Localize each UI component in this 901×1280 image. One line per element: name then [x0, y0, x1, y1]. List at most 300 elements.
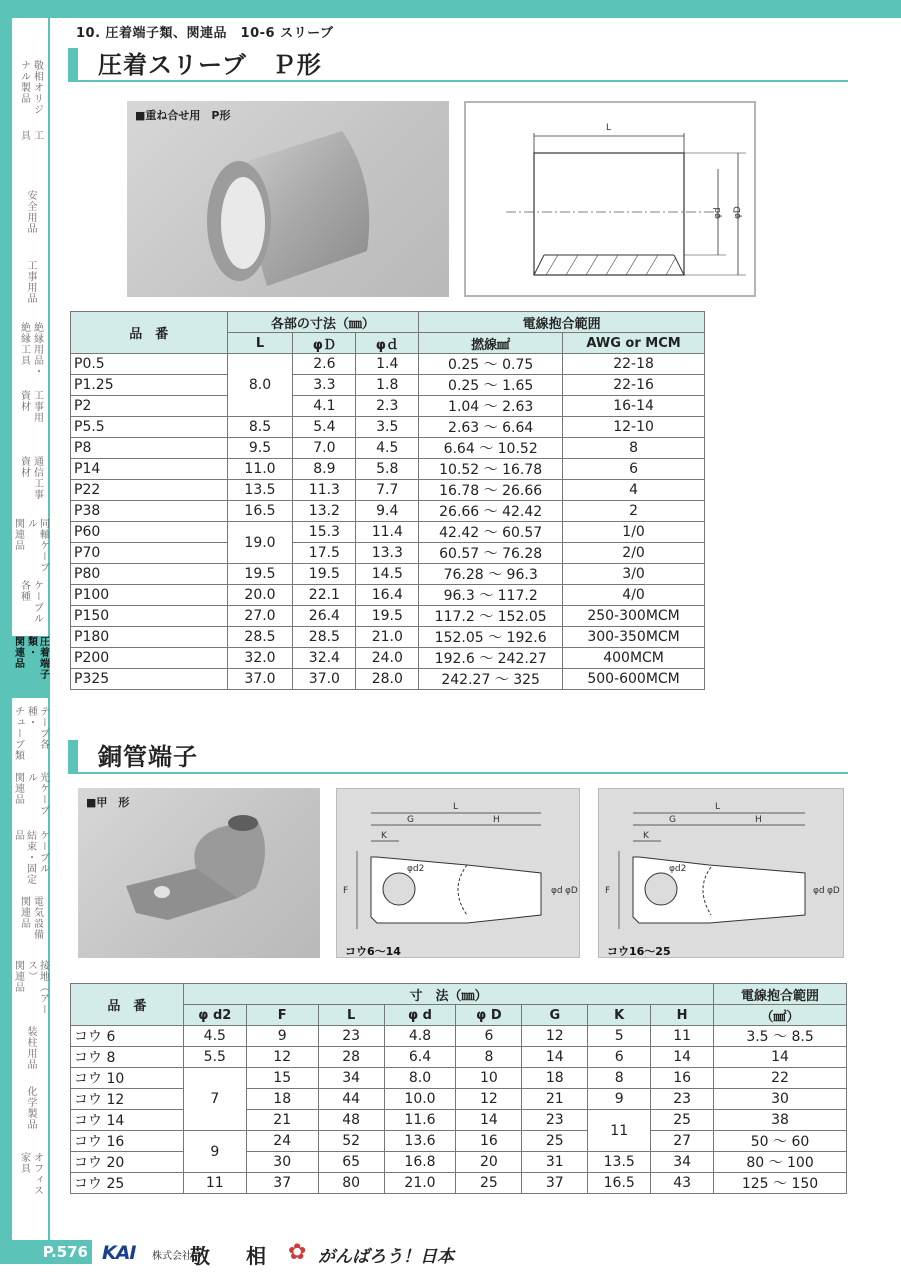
side-nav-item-label: 工事用 [31, 390, 43, 423]
table-row [71, 1068, 847, 1089]
side-nav-item-label: 関連品 [12, 636, 24, 669]
cell-L: 28.5 [227, 627, 293, 648]
cell-range: 30 [714, 1089, 847, 1110]
table-row [71, 1047, 847, 1068]
cell-pn: コウ 6 [71, 1026, 184, 1047]
cell-H: 11 [651, 1026, 714, 1047]
side-nav-item-label: ケーブル [37, 830, 49, 874]
side-nav-item-label: 電気設備 [31, 896, 43, 940]
table-row [71, 480, 705, 501]
cell-range: 14 [714, 1047, 847, 1068]
table-row [71, 606, 705, 627]
slogan: がんばろう！日本 [318, 1247, 454, 1267]
header-part-number: 品 番 [71, 984, 184, 1026]
side-nav-item-5[interactable] [12, 390, 48, 448]
cell-H: 27 [651, 1131, 714, 1152]
svg-text:L: L [715, 802, 721, 812]
cell-wire: 60.57 ～ 76.28 [419, 543, 563, 564]
cell-d: 1.8 [356, 375, 419, 396]
table-row [71, 417, 705, 438]
cell-D: 22.1 [293, 585, 356, 606]
cell-awg: 300-350MCM [563, 627, 705, 648]
side-nav-item-0[interactable] [12, 60, 48, 124]
cell-awg: 22-18 [563, 354, 705, 375]
cell-G: 23 [522, 1110, 588, 1131]
cell-D: 17.5 [293, 543, 356, 564]
cell-pn: P14 [71, 459, 228, 480]
svg-text:H: H [755, 815, 762, 825]
company-type: 株式会社 [152, 1251, 192, 1262]
cell-d: 7.7 [356, 480, 419, 501]
cell-K: 9 [588, 1089, 651, 1110]
cell-pn: P5.5 [71, 417, 228, 438]
company-name-kanji-2: 相 [246, 1244, 266, 1268]
cell-F: 18 [246, 1089, 318, 1110]
top-accent-bar [0, 0, 901, 18]
table-row [71, 354, 705, 375]
svg-text:φd2: φd2 [407, 864, 425, 874]
cell-d: 16.8 [384, 1152, 456, 1173]
cell-wire: 16.78 ～ 26.66 [419, 480, 563, 501]
header-awg: AWG or MCM [563, 333, 705, 354]
cell-D: 2.6 [293, 354, 356, 375]
cell-d: 1.4 [356, 354, 419, 375]
cell-pn: P1.25 [71, 375, 228, 396]
cell-L: 65 [318, 1152, 384, 1173]
cell-awg: 8 [563, 438, 705, 459]
breadcrumb: 10. 圧着端子類、関連品 10-6 スリーブ [76, 26, 334, 41]
cell-d2: 7 [183, 1068, 246, 1131]
side-nav-item-label: チューブ類 [12, 706, 24, 761]
cell-pn: P180 [71, 627, 228, 648]
cell-F: 37 [246, 1173, 318, 1194]
header-l: L [227, 333, 293, 354]
header-g: G [522, 1005, 588, 1026]
cell-d: 2.3 [356, 396, 419, 417]
cell-pn: P80 [71, 564, 228, 585]
cell-d: 10.0 [384, 1089, 456, 1110]
table-row [71, 459, 705, 480]
section-title: 銅管端子 [98, 743, 198, 771]
cell-D: 7.0 [293, 438, 356, 459]
cell-G: 18 [522, 1068, 588, 1089]
side-nav-item-label: 安全用品 [25, 190, 36, 234]
cell-F: 24 [246, 1131, 318, 1152]
table-row [71, 438, 705, 459]
svg-text:φD: φD [827, 886, 840, 896]
cell-K: 11 [588, 1110, 651, 1152]
cell-d: 11.6 [384, 1110, 456, 1131]
cell-pn: コウ 10 [71, 1068, 184, 1089]
cell-K: 8 [588, 1068, 651, 1089]
side-nav-item-label: 敬相オリジ [31, 60, 43, 115]
cell-awg: 250-300MCM [563, 606, 705, 627]
cell-range: 50 ～ 60 [714, 1131, 847, 1152]
cell-pn: P38 [71, 501, 228, 522]
cell-d: 4.5 [356, 438, 419, 459]
svg-text:φd: φd [551, 886, 563, 896]
cell-awg: 12-10 [563, 417, 705, 438]
cell-L: 80 [318, 1173, 384, 1194]
side-divider-line [48, 18, 50, 1240]
cell-D: 5.4 [293, 417, 356, 438]
side-nav-item-label: 圧着端子類・ [25, 636, 49, 680]
header-k: K [588, 1005, 651, 1026]
left-accent-rail [0, 0, 12, 1240]
cell-awg: 2 [563, 501, 705, 522]
cell-wire: 6.64 ～ 10.52 [419, 438, 563, 459]
diagram-caption: コウ6～14 [345, 945, 401, 958]
side-nav-item-label: 具 [18, 130, 30, 141]
table-row [71, 1131, 847, 1152]
terminal-photo [78, 788, 320, 958]
table-row [71, 375, 705, 396]
cell-L: 52 [318, 1131, 384, 1152]
cell-D: 4.1 [293, 396, 356, 417]
side-nav-item-9[interactable] [12, 636, 48, 698]
cell-K: 6 [588, 1047, 651, 1068]
side-nav-item-label: 通信工事 [31, 456, 43, 500]
side-nav-item-label: オフィス [31, 1152, 43, 1196]
svg-text:F: F [605, 886, 611, 896]
cell-awg: 4/0 [563, 585, 705, 606]
cell-D: 14 [456, 1110, 522, 1131]
side-nav-item-label: ケーブル [31, 580, 43, 624]
cell-D: 28.5 [293, 627, 356, 648]
table-row [71, 1173, 847, 1194]
company-logo: KAI [102, 1242, 136, 1264]
side-nav-item-label: 結束・固定品 [12, 830, 36, 885]
cell-L: 23 [318, 1026, 384, 1047]
cell-pn: コウ 8 [71, 1047, 184, 1068]
cell-wire: 2.63 ～ 6.64 [419, 417, 563, 438]
cell-D: 6 [456, 1026, 522, 1047]
cell-d: 21.0 [384, 1173, 456, 1194]
cell-D: 20 [456, 1152, 522, 1173]
cell-pn: P200 [71, 648, 228, 669]
svg-text:K: K [381, 831, 387, 841]
cell-F: 21 [246, 1110, 318, 1131]
cell-L: 16.5 [227, 501, 293, 522]
header-wire-range: 電線抱合範囲 [419, 312, 705, 333]
cell-G: 14 [522, 1047, 588, 1068]
svg-text:K: K [643, 831, 649, 841]
cell-wire: 42.42 ～ 60.57 [419, 522, 563, 543]
sleeve-photo [127, 101, 449, 297]
cell-L: 9.5 [227, 438, 293, 459]
cell-wire: 117.2 ～ 152.05 [419, 606, 563, 627]
cell-D: 16 [456, 1131, 522, 1152]
cell-H: 25 [651, 1110, 714, 1131]
cell-pn: P2 [71, 396, 228, 417]
cell-L: 20.0 [227, 585, 293, 606]
side-nav-item-label: 家具 [18, 1152, 30, 1174]
header-d-outer: φＤ [293, 333, 356, 354]
cell-G: 12 [522, 1026, 588, 1047]
section-heading-p-sleeve [68, 48, 848, 82]
cell-pn: コウ 25 [71, 1173, 184, 1194]
cell-L: 44 [318, 1089, 384, 1110]
cell-d: 11.4 [356, 522, 419, 543]
cell-G: 37 [522, 1173, 588, 1194]
side-nav-item-label: 接地（アース） [25, 960, 49, 1015]
cell-F: 12 [246, 1047, 318, 1068]
cell-d: 14.5 [356, 564, 419, 585]
cell-range: 125 ～ 150 [714, 1173, 847, 1194]
side-nav-item-label: 工事用品 [25, 260, 36, 304]
cell-pn: P0.5 [71, 354, 228, 375]
heading-accent [68, 740, 78, 774]
cell-range: 22 [714, 1068, 847, 1089]
company-name-kanji-1: 敬 [190, 1244, 210, 1268]
cell-pn: P8 [71, 438, 228, 459]
cell-d: 13.6 [384, 1131, 456, 1152]
dim-d-large-label: φD [733, 206, 743, 219]
table-row [71, 564, 705, 585]
cell-D: 10 [456, 1068, 522, 1089]
heading-accent [68, 48, 78, 82]
cell-pn: コウ 12 [71, 1089, 184, 1110]
section-heading-copper-tube-terminal [68, 740, 848, 774]
cell-d2: 9 [183, 1131, 246, 1173]
cell-L: 48 [318, 1110, 384, 1131]
page-number: P.576 [0, 1240, 92, 1264]
cell-H: 16 [651, 1068, 714, 1089]
cell-L: 34 [318, 1068, 384, 1089]
cell-wire: 152.05 ～ 192.6 [419, 627, 563, 648]
header-d2: φ d2 [183, 1005, 246, 1026]
svg-text:H: H [493, 815, 500, 825]
table-row [71, 1026, 847, 1047]
table-row [71, 543, 705, 564]
cell-D: 3.3 [293, 375, 356, 396]
side-nav-item-label: 資材 [18, 456, 30, 478]
cell-D: 12 [456, 1089, 522, 1110]
cell-d2: 11 [183, 1173, 246, 1194]
cell-d: 6.4 [384, 1047, 456, 1068]
cell-D: 26.4 [293, 606, 356, 627]
cell-pn: コウ 20 [71, 1152, 184, 1173]
side-nav-item-12[interactable] [12, 830, 48, 890]
cell-L: 8.5 [227, 417, 293, 438]
side-nav-item-label: 絶縁工具 [18, 322, 30, 366]
cell-L: 13.5 [227, 480, 293, 501]
side-nav-item-13[interactable] [12, 896, 48, 954]
cell-L: 19.0 [227, 522, 293, 564]
cell-H: 34 [651, 1152, 714, 1173]
side-nav-item-10[interactable] [12, 706, 48, 770]
flower-icon: ✿ [288, 1240, 307, 1265]
cell-G: 25 [522, 1131, 588, 1152]
cell-D: 8 [456, 1047, 522, 1068]
svg-text:φD: φD [565, 886, 578, 896]
side-nav-item-17[interactable] [12, 1152, 48, 1208]
table-row [71, 627, 705, 648]
side-nav-item-15[interactable] [12, 1026, 48, 1078]
side-nav-item-label: 各種 [18, 580, 30, 602]
photo-caption: ■重ね合せ用 P形 [135, 109, 231, 122]
svg-text:φd: φd [813, 886, 825, 896]
header-h: H [651, 1005, 714, 1026]
cell-L: 11.0 [227, 459, 293, 480]
cell-L: 27.0 [227, 606, 293, 627]
header-range-unit: （㎟） [714, 1005, 847, 1026]
header-d-outer: φ D [456, 1005, 522, 1026]
cell-H: 14 [651, 1047, 714, 1068]
cell-wire: 1.04 ～ 2.63 [419, 396, 563, 417]
copper-terminal-spec-table [70, 983, 847, 1194]
cell-pn: コウ 14 [71, 1110, 184, 1131]
cell-awg: 4 [563, 480, 705, 501]
cell-d: 3.5 [356, 417, 419, 438]
side-nav-item-2[interactable] [12, 190, 48, 250]
side-nav-item-16[interactable] [12, 1086, 48, 1142]
cell-wire: 192.6 ～ 242.27 [419, 648, 563, 669]
side-nav-item-label: 関連品 [18, 896, 30, 929]
side-nav-item-label: 資材 [18, 390, 30, 412]
cell-awg: 500-600MCM [563, 669, 705, 690]
table-row [71, 522, 705, 543]
cell-d: 8.0 [384, 1068, 456, 1089]
header-f: F [246, 1005, 318, 1026]
cell-D: 8.9 [293, 459, 356, 480]
side-nav-item-label: 化学製品 [25, 1086, 36, 1130]
cell-D: 11.3 [293, 480, 356, 501]
svg-text:G: G [669, 815, 676, 825]
cell-K: 5 [588, 1026, 651, 1047]
side-nav-item-label: テープ各種・ [25, 706, 49, 750]
side-nav-item-7[interactable] [12, 518, 48, 576]
side-nav-item-6[interactable] [12, 456, 48, 514]
header-dimensions: 寸 法（㎜） [183, 984, 713, 1005]
sleeve-illustration [127, 101, 449, 297]
table-row [71, 585, 705, 606]
header-part-number: 品 番 [71, 312, 228, 354]
cell-D: 32.4 [293, 648, 356, 669]
side-nav-item-label: 同軸ケーブル [25, 518, 49, 573]
cell-d: 24.0 [356, 648, 419, 669]
p-sleeve-spec-table [70, 311, 705, 690]
side-nav-item-4[interactable] [12, 322, 48, 384]
table-row [71, 648, 705, 669]
dim-l-label: L [606, 123, 612, 133]
side-nav-item-8[interactable] [12, 580, 48, 632]
cell-L: 19.5 [227, 564, 293, 585]
cell-d: 13.3 [356, 543, 419, 564]
side-nav-item-label: 装柱用品 [25, 1026, 36, 1070]
cell-K: 13.5 [588, 1152, 651, 1173]
side-nav-item-11[interactable] [12, 772, 48, 824]
side-nav-item-label: 工 [31, 130, 43, 141]
cell-L: 32.0 [227, 648, 293, 669]
cell-L: 28 [318, 1047, 384, 1068]
side-nav-item-label: 関連品 [12, 772, 24, 805]
cell-H: 23 [651, 1089, 714, 1110]
cell-d: 4.8 [384, 1026, 456, 1047]
header-stranded-wire: 撚線㎟ [419, 333, 563, 354]
cell-L: 37.0 [227, 669, 293, 690]
cell-wire: 76.28 ～ 96.3 [419, 564, 563, 585]
header-d-inner: φｄ [356, 333, 419, 354]
cell-wire: 242.27 ～ 325 [419, 669, 563, 690]
side-nav-item-1[interactable] [12, 130, 48, 180]
cell-wire: 26.66 ～ 42.42 [419, 501, 563, 522]
cell-pn: P100 [71, 585, 228, 606]
table-row [71, 501, 705, 522]
cell-D: 15.3 [293, 522, 356, 543]
terminal-illustration [78, 788, 320, 958]
cell-wire: 0.25 ～ 0.75 [419, 354, 563, 375]
photo-caption: ■甲 形 [86, 796, 130, 809]
cell-H: 43 [651, 1173, 714, 1194]
cell-wire: 0.25 ～ 1.65 [419, 375, 563, 396]
cell-wire: 96.3 ～ 117.2 [419, 585, 563, 606]
side-nav-item-label: ナル製品 [18, 60, 30, 104]
sleeve-dimension-diagram [464, 101, 756, 297]
cell-pn: P60 [71, 522, 228, 543]
cell-pn: P150 [71, 606, 228, 627]
cell-range: 38 [714, 1110, 847, 1131]
cell-wire: 10.52 ～ 16.78 [419, 459, 563, 480]
dim-d-small-label: φd [713, 207, 723, 219]
cell-K: 16.5 [588, 1173, 651, 1194]
svg-text:F: F [343, 886, 349, 896]
terminal-diagram-6-14 [336, 788, 580, 958]
cell-d: 5.8 [356, 459, 419, 480]
side-nav-item-3[interactable] [12, 260, 48, 316]
cell-awg: 3/0 [563, 564, 705, 585]
side-nav-item-label: 光ケーブル [25, 772, 49, 816]
cell-pn: P70 [71, 543, 228, 564]
cell-pn: P325 [71, 669, 228, 690]
cell-F: 30 [246, 1152, 318, 1173]
cell-pn: P22 [71, 480, 228, 501]
side-nav-item-label: 関連品 [12, 518, 24, 551]
cell-D: 19.5 [293, 564, 356, 585]
table-row [71, 669, 705, 690]
cell-awg: 2/0 [563, 543, 705, 564]
side-nav-item-label: 関連品 [12, 960, 24, 993]
cell-G: 31 [522, 1152, 588, 1173]
cell-d: 9.4 [356, 501, 419, 522]
cell-awg: 6 [563, 459, 705, 480]
cell-D: 13.2 [293, 501, 356, 522]
cell-awg: 400MCM [563, 648, 705, 669]
cell-G: 21 [522, 1089, 588, 1110]
cell-D: 25 [456, 1173, 522, 1194]
terminal-diagram-16-25 [598, 788, 844, 958]
cell-pn: コウ 16 [71, 1131, 184, 1152]
cell-d: 21.0 [356, 627, 419, 648]
header-d-inner: φ d [384, 1005, 456, 1026]
side-nav-item-label: 絶縁用品・ [31, 322, 43, 377]
svg-text:φd2: φd2 [669, 864, 687, 874]
cell-d: 16.4 [356, 585, 419, 606]
cell-F: 15 [246, 1068, 318, 1089]
cell-range: 3.5 ～ 8.5 [714, 1026, 847, 1047]
section-title: 圧着スリーブ Ｐ形 [98, 51, 322, 79]
header-l: L [318, 1005, 384, 1026]
cell-L: 8.0 [227, 354, 293, 417]
cell-d2: 4.5 [183, 1026, 246, 1047]
cell-range: 80 ～ 100 [714, 1152, 847, 1173]
svg-text:L: L [453, 802, 459, 812]
cell-d2: 5.5 [183, 1047, 246, 1068]
cell-D: 37.0 [293, 669, 356, 690]
cell-awg: 22-16 [563, 375, 705, 396]
side-nav-item-14[interactable] [12, 960, 48, 1020]
svg-text:G: G [407, 815, 414, 825]
